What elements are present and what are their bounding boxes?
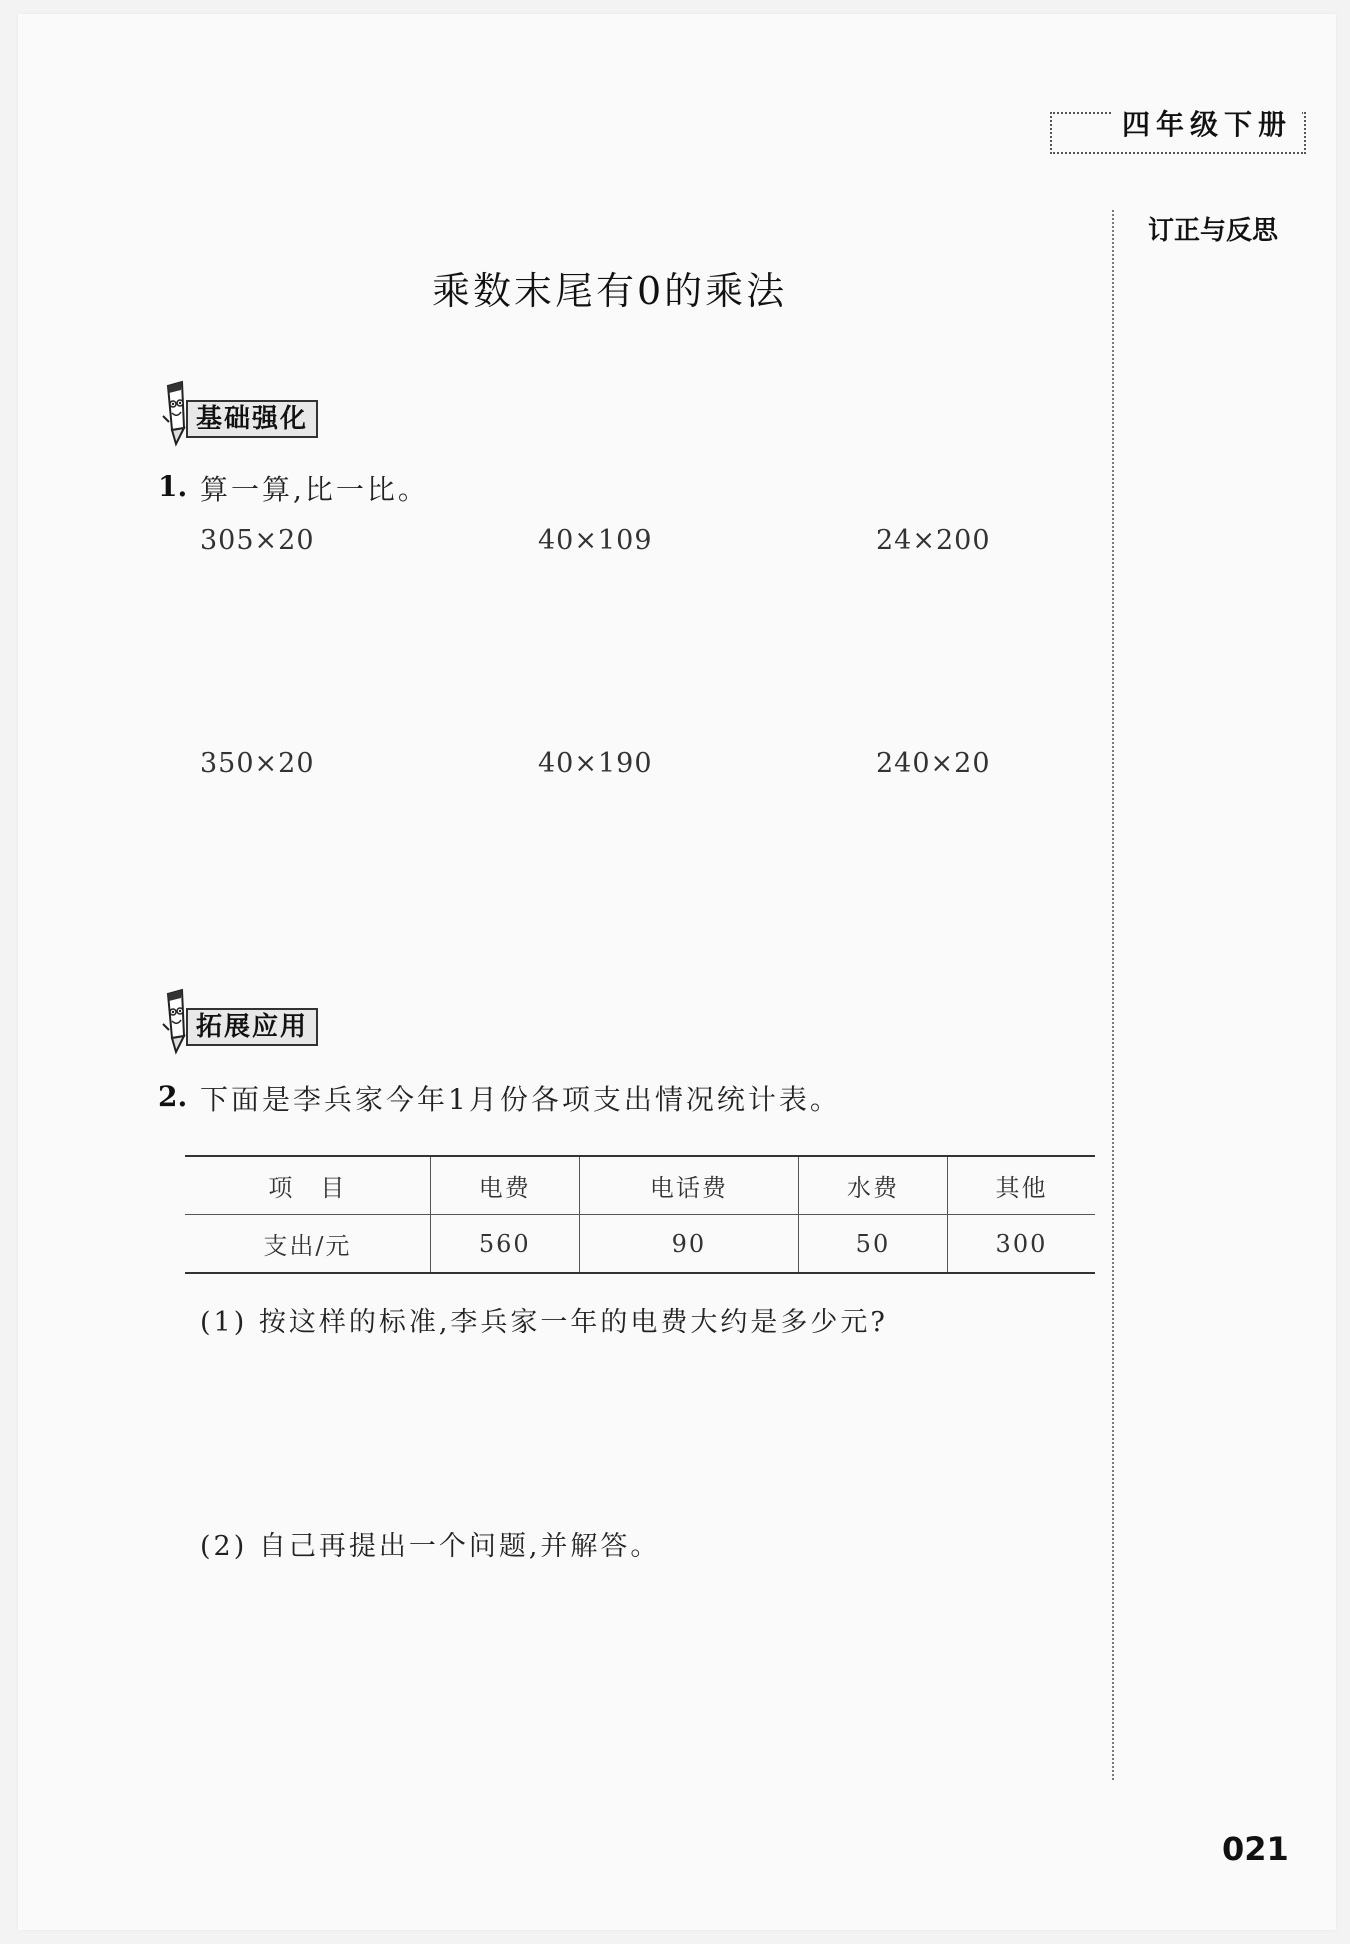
question-2-text: 下面是李兵家今年1月份各项支出情况统计表。 [200, 1083, 841, 1116]
table-header-cell: 其他 [947, 1156, 1095, 1215]
table-header-cell: 电费 [430, 1156, 579, 1215]
expression: 40×109 [538, 525, 653, 556]
table-row [185, 1215, 1095, 1274]
page-title: 乘数末尾有0的乘法 [432, 269, 788, 313]
correction-column-label: 订正与反思 [1148, 216, 1279, 246]
expression: 350×20 [200, 748, 315, 779]
table-header-cell: 水费 [799, 1156, 948, 1215]
question-1-number: 1. [158, 470, 188, 503]
table-header-row [185, 1156, 1095, 1215]
correction-column-divider [1112, 210, 1114, 1780]
expression: 305×20 [200, 525, 315, 556]
expense-table [185, 1155, 1095, 1274]
expression: 40×190 [538, 748, 653, 779]
section-tag-label: 基础强化 [186, 400, 318, 438]
question-1-text: 算一算,比一比。 [200, 473, 429, 506]
grade-label: 四年级下册 [1112, 103, 1302, 143]
table-cell: 支出/元 [263, 1232, 352, 1260]
expression: 240×20 [876, 748, 991, 779]
sub-question-1: (1) 按这样的标准,李兵家一年的电费大约是多少元? [200, 1307, 888, 1338]
page-number: 021 [1222, 1830, 1289, 1868]
table-cell: 560 [430, 1215, 579, 1274]
table-header-cell: 电话费 [579, 1156, 798, 1215]
table-cell: 90 [579, 1215, 798, 1274]
section-tag-label: 拓展应用 [186, 1008, 318, 1046]
table-cell: 300 [947, 1215, 1095, 1274]
table-header-cell: 项 目 [185, 1156, 430, 1215]
question-2-number: 2. [158, 1080, 188, 1113]
table-cell: 50 [799, 1215, 948, 1274]
sub-question-2: (2) 自己再提出一个问题,并解答。 [200, 1531, 661, 1562]
expression: 24×200 [876, 525, 991, 556]
